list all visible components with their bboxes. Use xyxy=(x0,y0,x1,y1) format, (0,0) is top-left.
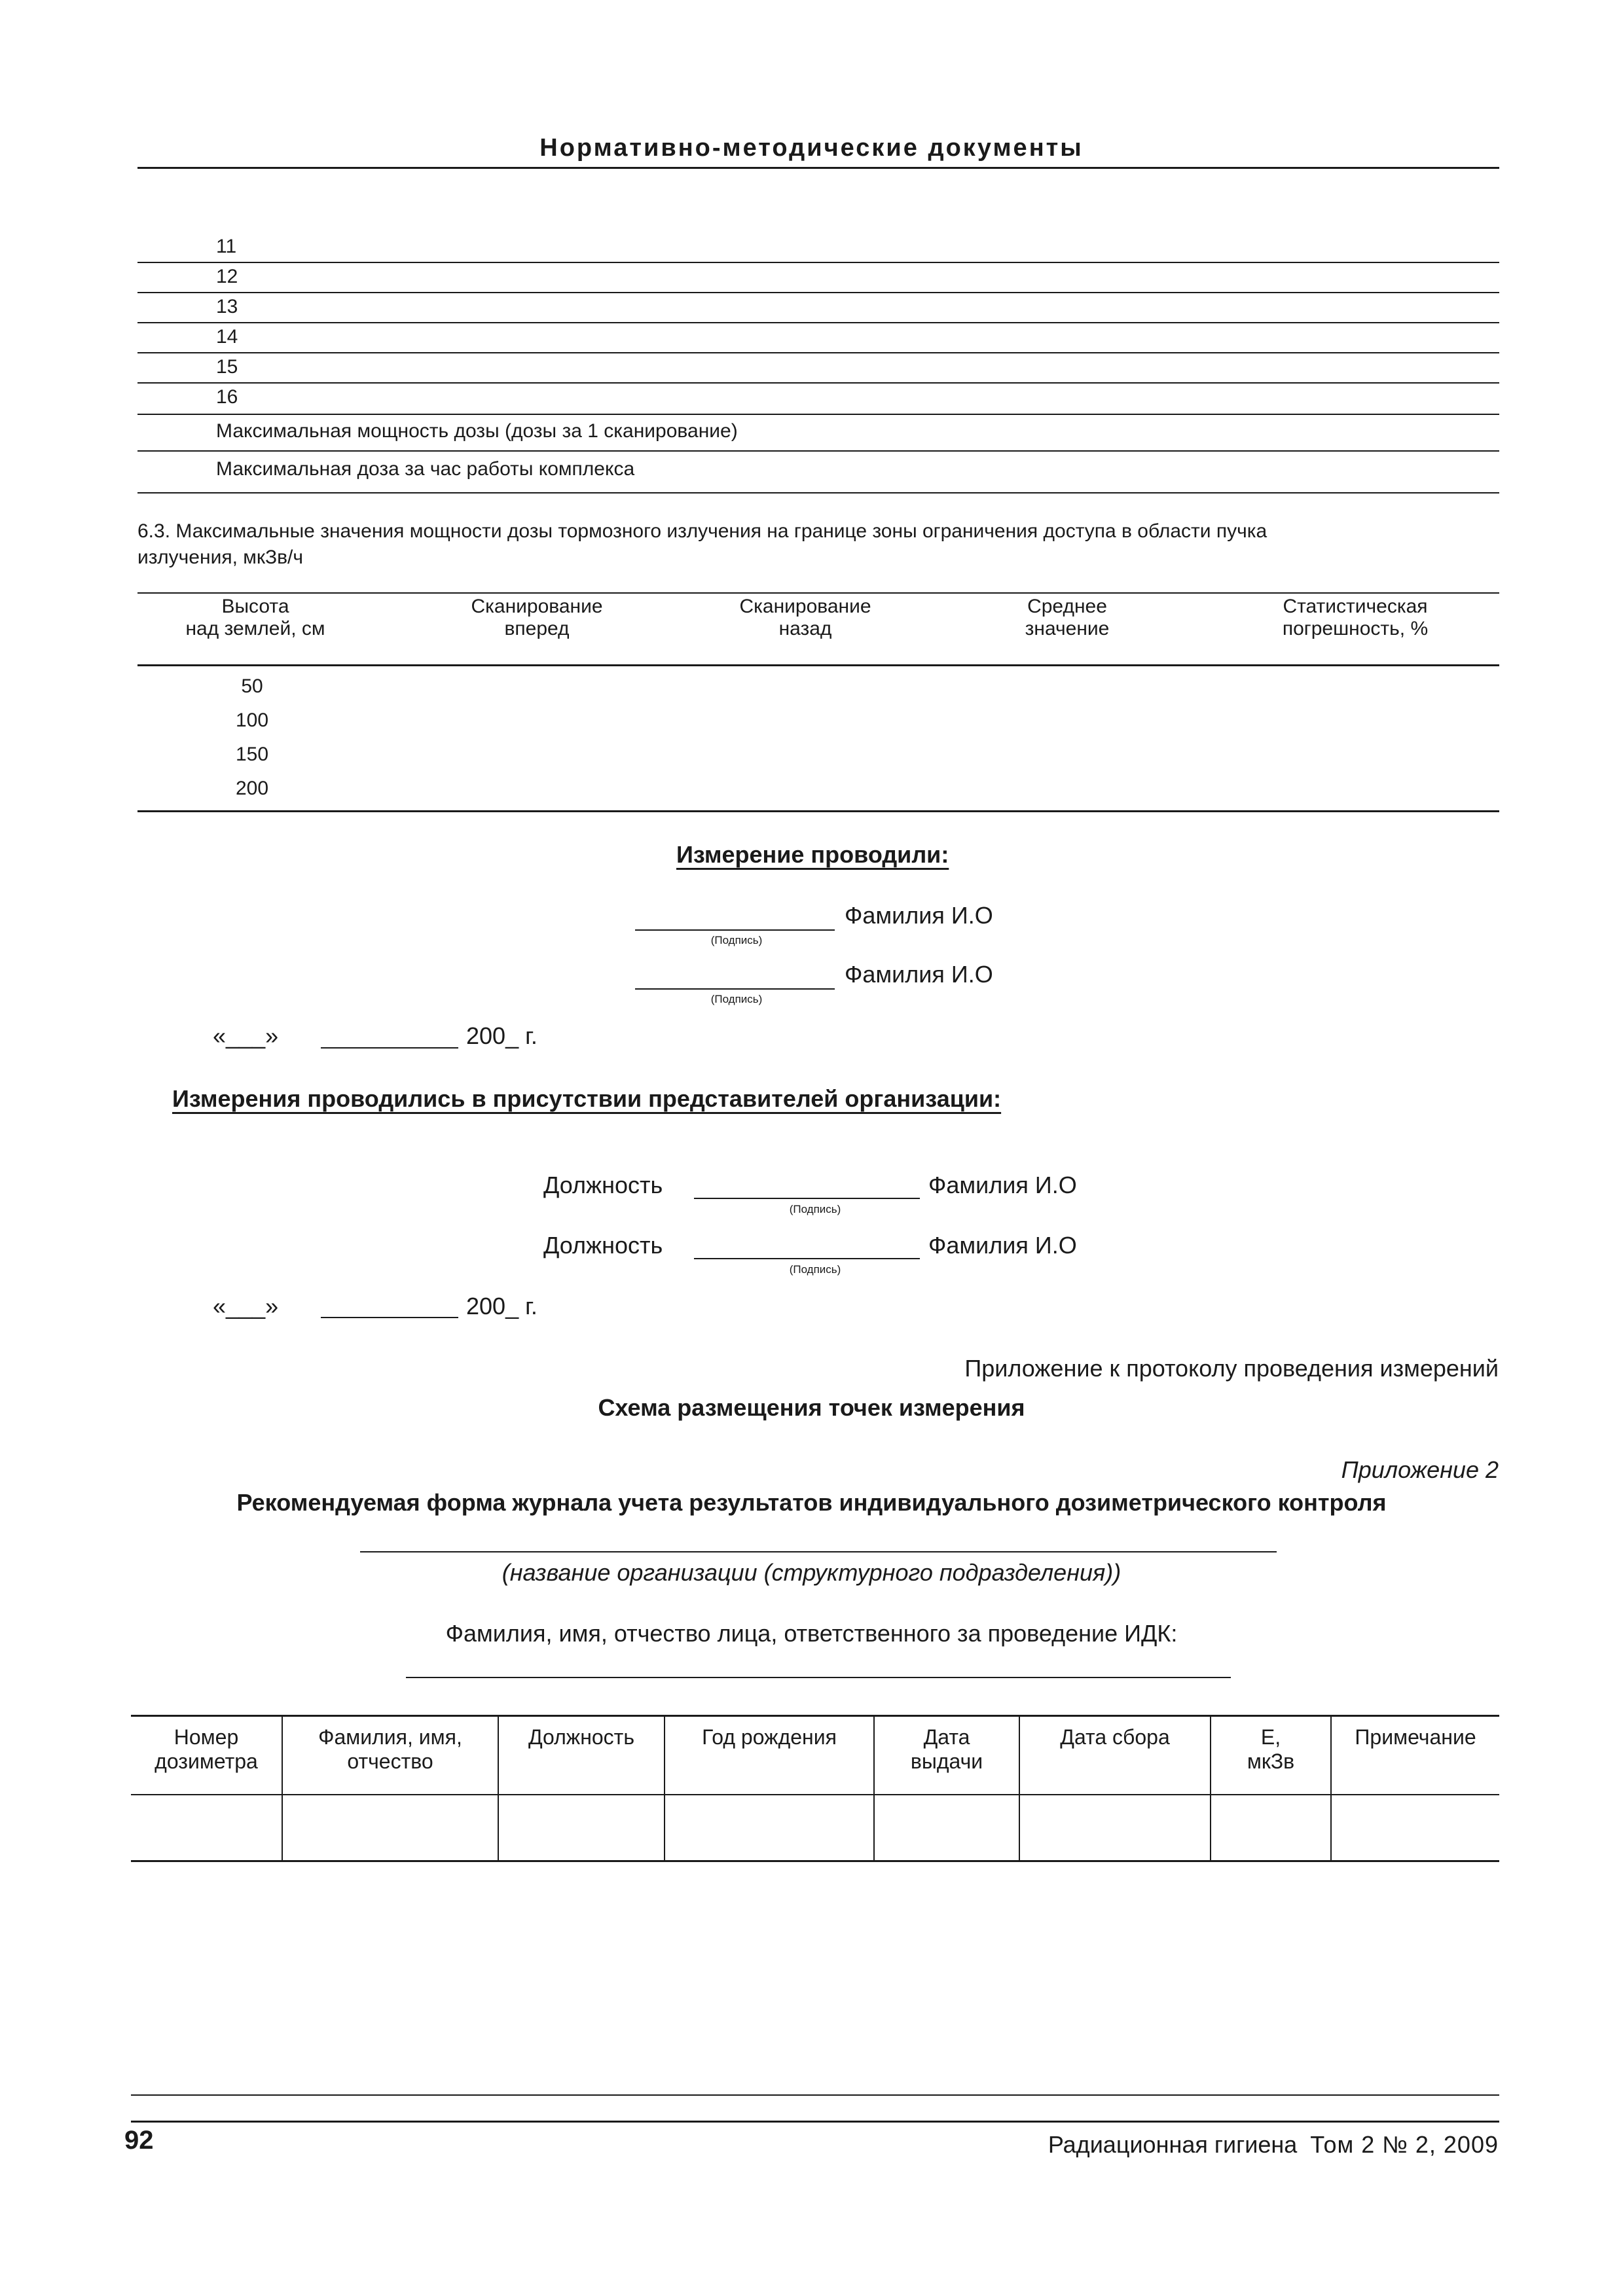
journal-table xyxy=(131,1716,1499,1861)
signature-caption: (Подпись) xyxy=(789,1263,841,1276)
section-6-3-title-cont: излучения, мкЗв/ч xyxy=(137,547,304,568)
journal-col-dosimeter: Номер дозиметра xyxy=(131,1716,282,1795)
position-label: Должность xyxy=(543,1172,663,1198)
footer-rule xyxy=(131,2121,1499,2123)
header-rule xyxy=(137,167,1499,169)
journal-col-name: Фамилия, имя, отчество xyxy=(282,1716,498,1795)
signature-line xyxy=(635,929,835,931)
row-number: 11 xyxy=(216,236,237,257)
journal-col-position: Должность xyxy=(498,1716,665,1795)
signature-line xyxy=(694,1198,920,1199)
org-name-line xyxy=(360,1551,1277,1552)
org-name-caption: (название организации (структурного подразделения)) xyxy=(501,1559,1122,1586)
date-year: 200_ г. xyxy=(466,1293,538,1319)
section-6-3-title: 6.3. Максимальные значения мощности дозы тормозного излучения на границе зоны ограничения доступа в области пучка xyxy=(137,520,1267,542)
position-label: Должность xyxy=(543,1232,663,1259)
journal-col-note: Примечание xyxy=(1331,1716,1499,1795)
measurer-name: Фамилия И.О xyxy=(845,902,993,929)
signature-caption: (Подпись) xyxy=(789,1203,841,1215)
journal-cell xyxy=(282,1795,498,1861)
measurer-name: Фамилия И.О xyxy=(845,961,993,988)
journal-cell xyxy=(1331,1795,1499,1861)
height-value: 100 xyxy=(235,709,269,731)
signature-caption: (Подпись) xyxy=(710,993,763,1005)
max-dose-label: Максимальная доза за час работы комплекса xyxy=(216,458,635,480)
page-number: 92 xyxy=(124,2126,154,2155)
date-day: «___» xyxy=(213,1022,279,1049)
signature-line xyxy=(635,988,835,990)
witnesses-heading: Измерения проводились в присутствии представителей организации: xyxy=(172,1085,1002,1112)
journal-cell xyxy=(131,1795,282,1861)
journal-col-birth-year: Год рождения xyxy=(665,1716,874,1795)
measurers-heading: Измерение проводили: xyxy=(676,841,949,868)
protocol-appendix-note: Приложение к протоколу проведения измерений xyxy=(964,1355,1499,1382)
date-year: 200_ г. xyxy=(466,1022,538,1049)
appendix-2-label: Приложение 2 xyxy=(1341,1456,1499,1483)
appendix-2-title: Рекомендуемая форма журнала учета результатов индивидуального дозиметрического контроля xyxy=(236,1489,1387,1516)
journal-cell xyxy=(498,1795,665,1861)
max-power-label: Максимальная мощность дозы (дозы за 1 сканирование) xyxy=(216,420,738,442)
responsible-label: Фамилия, имя, отчество лица, ответственного за проведение ИДК: xyxy=(445,1620,1178,1647)
journal-col-issue-date: Дата выдачи xyxy=(874,1716,1019,1795)
witness-name: Фамилия И.О xyxy=(928,1172,1077,1198)
row-number: 16 xyxy=(216,386,238,408)
col-scan-back: Сканирование назад xyxy=(739,596,871,639)
height-value: 200 xyxy=(235,778,269,799)
running-title: Нормативно-методические документы xyxy=(539,134,1084,162)
scheme-title: Схема размещения точек измерения xyxy=(598,1394,1025,1421)
responsible-line xyxy=(406,1677,1231,1678)
journal-col-dose: E, мкЗв xyxy=(1211,1716,1331,1795)
footer-rule xyxy=(131,2094,1499,2096)
date-month-line xyxy=(321,1317,458,1318)
row-number: 14 xyxy=(216,326,238,348)
journal-cell xyxy=(1211,1795,1331,1861)
height-value: 50 xyxy=(241,675,263,697)
journal-cell xyxy=(874,1795,1019,1861)
date-day: «___» xyxy=(213,1293,279,1319)
row-number: 12 xyxy=(216,266,238,287)
date-month-line xyxy=(321,1047,458,1049)
col-height: Высота над землей, см xyxy=(185,596,325,639)
row-number: 15 xyxy=(216,356,238,378)
col-stat-error: Статистическая погрешность, % xyxy=(1282,596,1429,639)
signature-line xyxy=(694,1258,920,1259)
col-scan-forward: Сканирование вперед xyxy=(471,596,603,639)
journal-cell xyxy=(1019,1795,1211,1861)
signature-caption: (Подпись) xyxy=(710,934,763,946)
footer-journal: Радиационная гигиена Том 2 № 2, 2009 xyxy=(1048,2131,1499,2158)
journal-cell xyxy=(665,1795,874,1861)
height-value: 150 xyxy=(235,744,269,765)
journal-col-collect-date: Дата сбора xyxy=(1019,1716,1211,1795)
col-mean: Среднее значение xyxy=(1025,596,1110,639)
witness-name: Фамилия И.О xyxy=(928,1232,1077,1259)
row-number: 13 xyxy=(216,296,238,317)
